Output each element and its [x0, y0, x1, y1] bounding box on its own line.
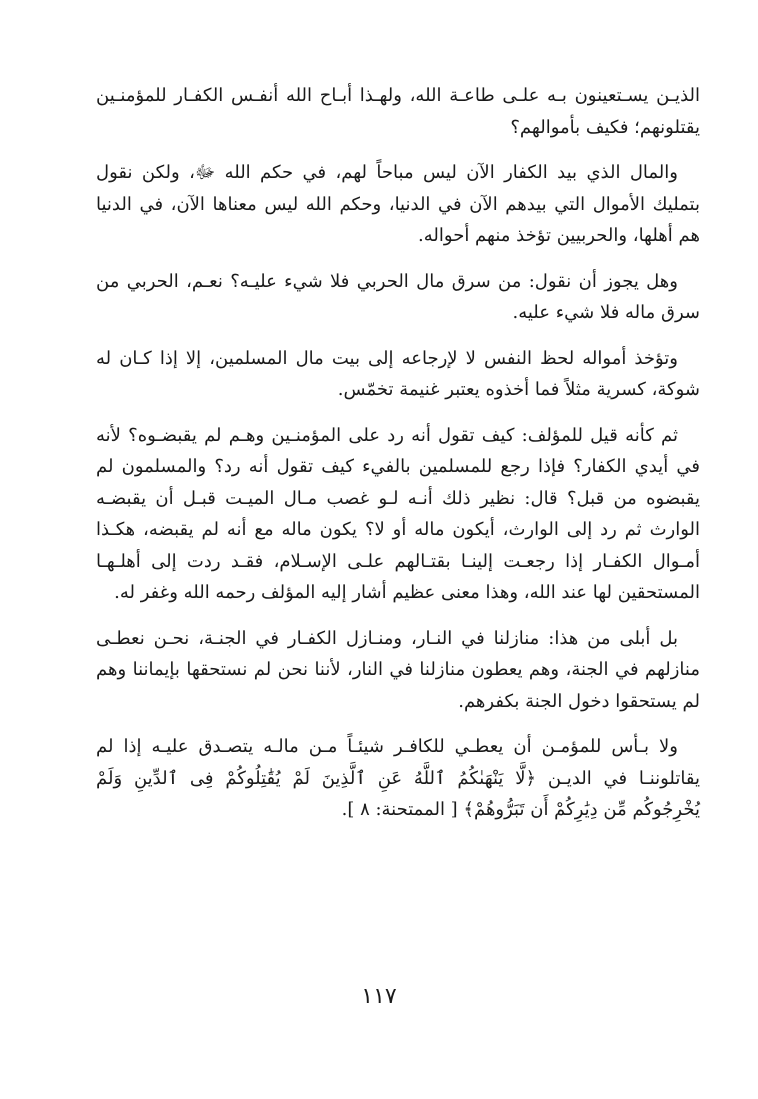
- paragraph-6: بل أبلى من هذا: منازلنا في النـار، ومنـازل الكفـار في الجنـة، نحـن نعطـى منازلهم في الجنة، وهم يعطون منازلنا في النار، لأننا نحن لم نستحقها بإيماننا وهم لم يستحقوا دخول الجنة بكفرهم.: [96, 627, 700, 712]
- paragraph-2: والمال الذي بيد الكفار الآن ليس مباحاً لهم، في حكم الله ﷻ، ولكن نقول بتمليك الأموال التي بيدهم الآن في الدنيا، وحكم الله ليس معناها الآن، في الدنيا هم أهلها، والحربيين تؤخذ منهم أحواله.: [96, 162, 700, 246]
- paragraph-4: وتؤخذ أمواله لحظ النفس لا لإرجاعه إلى بيت مال المسلمين، إلا إذا كـان له شوكة، كسرية مثلاً فما أخذوه يعتبر غنيمة تخمّس.: [96, 347, 700, 400]
- page-body: [96, 80, 700, 840]
- page-number: ١١٧: [361, 984, 397, 1009]
- paragraph-5: ثم كأنه قيل للمؤلف: كيف تقول أنه رد على المؤمنـين وهـم لم يقبضـوه؟ لأنه في أيدي الكفار؟ فإذا رجع للمسلمين بالفيء كيف تقول أنه رد؟ والمسلمون لم يقبضوه من قبل؟ قال: نظير ذلك أنـه لـو غصب مـال الميـت قبـل أن يقبضـه الوارث ثم رد إلى الوارث، أيكون ماله أو لا؟ يكون ماله مع أنه لم يقبضه، هكـذا أمـوال الكفـار إذا رجعـت إلينـا بقتـالهم علـى الإسـلام، فقـد ردت إلى أهلـهـا المستحقين لها عند الله، وهذا معنى عظيم أشار إليه المؤلف رحمه الله وغفر له.: [96, 424, 700, 603]
- paragraph-1: الذيـن يسـتعينون بـه علـى طاعـة الله، ولهـذا أبـاح الله أنفـس الكفـار للمؤمنـين يقتلونهم؛ فكيف بأموالهم؟: [96, 85, 700, 138]
- paragraph-3: وهل يجوز أن نقول: من سرق مال الحربي فلا شيء عليـه؟ نعـم، الحربي من سرق ماله فلا شيء عليه.: [96, 270, 700, 323]
- paragraph-7: ولا بـأس للمؤمـن أن يعطـي للكافـر شيئـاً مـن مالـه يتصـدق عليـه إذا لم يقاتلوننـا في الديـن ﴿لَّا يَنْهَىٰكُمُ ٱللَّهُ عَنِ ٱلَّذِينَ لَمْ يُقَٰتِلُوكُمْ فِى ٱلدِّينِ وَلَمْ يُخْرِجُوكُم مِّن دِيَٰرِكُمْ أَن تَبَرُّوهُمْ﴾ [ الممتحنة: ٨ ].: [96, 736, 700, 820]
